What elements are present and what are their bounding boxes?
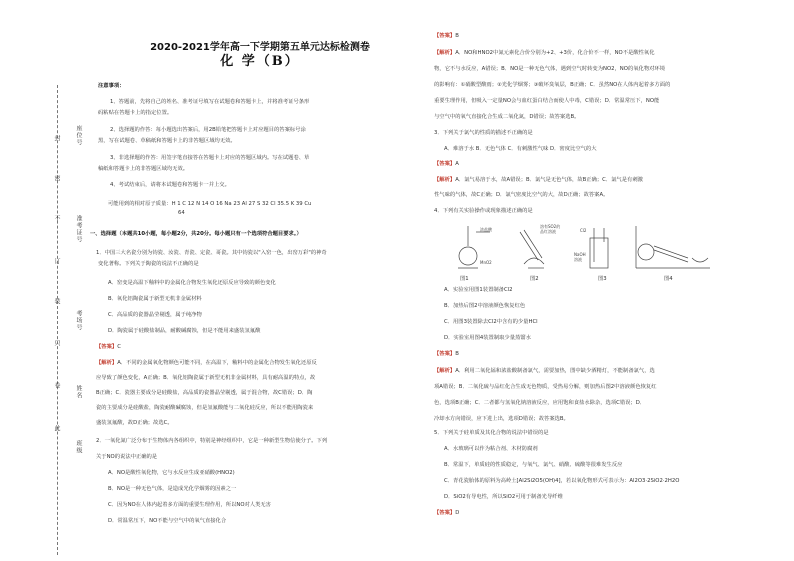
option: D．陶瓷属于硅酸盐制品，耐酸碱腐蚀，但是不能用来盛装氢氟酸 [108, 328, 261, 334]
notice-heading: 注意事项： [98, 83, 125, 89]
page-subtitle: 化 学（B） [220, 54, 300, 69]
option: C．因为NO在人体内起着多方面的重要生理作用，所以NO对人类无害 [108, 502, 271, 508]
seal-char: 订 [53, 258, 60, 265]
figure-caption: 图4 [664, 276, 673, 282]
explain-line [434, 50, 655, 56]
seal-char: 此 [53, 425, 60, 432]
field-label: 姓名 [75, 385, 82, 399]
binding-line [57, 85, 58, 555]
answer-tag: 【答案】 [434, 33, 456, 39]
explain-line: 冷却水方向错误，应下进上出，选项D错误；故答案选B。 [434, 416, 569, 422]
figure-caption: 图2 [530, 276, 539, 282]
field-label: 座位号 [75, 125, 82, 146]
seal-char: 密 [53, 175, 60, 182]
seal-char: 封 [53, 135, 60, 142]
option: C．高品质的瓷器晶莹剔透，属于纯净物 [108, 312, 202, 318]
answer-value: B [455, 351, 459, 357]
svg-text:溶液: 溶液 [574, 257, 582, 262]
seal-char: 不 [53, 215, 60, 222]
question-line: 关于NO的说法中正确的是 [96, 454, 158, 460]
notice-line: 4、考试结束后，请将本试题卷和答题卡一并上交。 [110, 182, 230, 188]
option: C．用图3装置除去Cl2中含有的少量HCl [444, 319, 538, 325]
answer-value: C [117, 344, 121, 350]
notice-line: 3、非选择题的作答：用签字笔直接答在答题卡上对应的答题区域内。写在试题卷、草 [110, 155, 310, 161]
atomic-masses-tail: 64 [178, 210, 185, 216]
seal-char: 卷 [53, 382, 60, 389]
seal-char: 装 [53, 298, 60, 305]
question-line: 2．一氧化氮广泛分布于生物体内各组织中，特别是神经组织中，它是一种新型生物信使分子。下列 [96, 438, 328, 444]
atomic-masses: 可能用到的相对原子质量：H 1 C 12 N 14 O 16 Na 23 Al 27 S 32 Cl 35.5 K 39 Cu [108, 201, 312, 207]
explain-line: 物，它不与水反应，A错误；B．NO是一种无色气体，遇到空气时转变为NO2，NO的氧化物对环境 [434, 66, 666, 72]
answer-line [434, 510, 459, 516]
explain-line [96, 360, 317, 366]
option: D．SiO2有导电性，所以SiO2可用于制备光导纤维 [444, 494, 563, 500]
figure-2-tube [520, 223, 560, 268]
answer-line [434, 33, 459, 39]
field-label: 准考证号 [75, 215, 82, 243]
explain-line: B正确；C．瓷器主要成分是硅酸盐，高品质的瓷器晶莹剔透，属于混合物，故C错误；D．陶 [96, 390, 313, 396]
explain-line: 与空气中的氧气直接化合生成二氧化氮，D错误；故答案选B。 [434, 114, 580, 120]
option: A．实验室用图1装置制备Cl2 [444, 287, 513, 293]
apparatus-figures [440, 222, 740, 274]
question-line: 1．中国三大名瓷分别为钧瓷、汝瓷、青瓷、定瓷、哥瓷。其中钧瓷以"入窑一色，出窑万彩"的神奇 [96, 250, 327, 256]
answer-tag: 【答案】 [434, 351, 456, 357]
explain-line: 重要生理作用，但吸入一定量NO会与血红蛋白结合而使人中毒，C错误；D．常温常压下，NO能 [434, 98, 660, 104]
notice-line: 稿纸和答题卡上的非答题区域均无效。 [98, 166, 189, 172]
option: B．加热后图2中溶液颜色恢复红色 [444, 303, 526, 309]
explain-line: 性气味的气体，故C正确；D．氯气密度比空气的大，故D正确；故答案A。 [434, 192, 609, 198]
explain-line [434, 177, 643, 183]
option: B．常温下，单质硅的性质稳定，与氧气、氯气、硝酸、硫酸等很难发生反应 [444, 462, 623, 468]
notice-line: 黑，写在试题卷、草稿纸和答题卡上的非答题区域均无效。 [98, 138, 236, 144]
option: C．青花瓷胎体的原料为高岭土[Al2Si2O5(OH)4]，若以氧化物形式可表示为：Al2O3·2SiO2·2H2O [444, 478, 680, 484]
option: A．NO是酸性氧化物，它与水反应生成亚硝酸(HNO2) [108, 470, 235, 476]
question-line: 5．下列关于硅单质及其化合物的说法中错误的是 [434, 430, 549, 436]
svg-text:浓盐酸: 浓盐酸 [480, 227, 492, 232]
option: B．氧化铝陶瓷属于新型无机非金属材料 [108, 296, 202, 302]
question-line: 变化著称。下列关于陶瓷的说法不正确的是 [98, 261, 199, 267]
answer-line [96, 344, 121, 350]
explain-tag: 【解析】 [434, 368, 456, 374]
answer-value: A [455, 161, 459, 167]
explain-line: 盛装氢氟酸，故D正确；故选C。 [96, 420, 173, 426]
explain-text: A．氯气易溶于水，故A错误；B．氯气是无色气体，故B正确；C．氯气是有刺激 [455, 177, 643, 183]
svg-text:NaOH: NaOH [574, 252, 586, 257]
answer-tag: 【答案】 [434, 161, 456, 167]
answer-line [434, 351, 459, 357]
figure-4-distillation [636, 226, 710, 268]
answer-tag: 【答案】 [434, 510, 456, 516]
explain-line: 项A错误；B．二氧化硫与品红化合生成无色物质，受热易分解，则加热后图2中溶液颜色恢复红 [434, 384, 657, 390]
explain-line [434, 368, 655, 374]
explain-text: A．利用二氧化锰和浓盐酸制备氯气，需要加热，图中缺少酒精灯，不能制备氯气，选 [455, 368, 655, 374]
notice-line: 1、答题前，先将自己的姓名、准考证号填写在试题卷和答题卡上，并将准考证号条形 [110, 99, 310, 105]
notice-line: 码粘贴在答题卡上的指定位置。 [98, 110, 173, 116]
field-label: 考场号 [75, 310, 82, 331]
figure-1-flask [458, 226, 492, 268]
answer-value: B [455, 33, 459, 39]
explain-text: A．不同的金属氧化物颜色可能不同，在高温下，釉料中的金属化合物发生氧化还原反 [117, 360, 317, 366]
field-label: 班级 [75, 440, 82, 454]
figure-3-washbottle [574, 228, 608, 268]
section-heading: 一、选择题（本题共10小题，每小题2分，共20分。每小题只有一个选项符合题目要求。） [90, 231, 302, 237]
explain-tag: 【解析】 [434, 177, 456, 183]
explain-line: 色，选项B正确；C．二者都与氢氧化钠溶液反应，应用饱和食盐水除杂，选项C错误；D． [434, 400, 646, 406]
question-line: 3．下列关于氯气的性质的描述不正确的是 [434, 130, 533, 136]
svg-text:MnO2: MnO2 [480, 260, 492, 265]
option: A．窑变是高温下釉料中的金属化合物发生氧化还原反应导致的颜色变化 [108, 280, 276, 286]
option: D．实验室用图4装置制取少量蒸馏水 [444, 335, 531, 341]
explain-tag: 【解析】 [434, 50, 456, 56]
option: A．难溶于水 B．无色气体 C．有刺激性气味 D．密度比空气的大 [444, 146, 597, 152]
svg-text:品红溶液: 品红溶液 [540, 229, 556, 234]
page-title: 2020-2021学年高一下学期第五单元达标检测卷 [150, 42, 370, 53]
figure-caption: 图3 [598, 276, 607, 282]
explain-tag: 【解析】 [96, 360, 118, 366]
explain-text: A．NO和HNO2中氮元素化合价分别为+2、+3价，化合价不一样，NO不是酸性氧化 [455, 50, 655, 56]
answer-tag: 【答案】 [96, 344, 118, 350]
figure-caption: 图1 [460, 276, 469, 282]
svg-text:溶有SO2的: 溶有SO2的 [540, 224, 561, 229]
seal-char: 只 [53, 340, 60, 347]
option: D．常温常压下，NO不能与空气中的氧气直接化合 [108, 518, 227, 524]
explain-line: 瓷的主要成分是硅酸盐，陶瓷耐酸碱腐蚀，但是氢氟酸能与二氧化硅反应，所以不能用陶瓷来 [96, 405, 314, 411]
option: B．NO是一种无色气体，是造成光化学烟雾的因素之一 [108, 486, 237, 492]
answer-value: D [455, 510, 460, 516]
answer-line [434, 161, 459, 167]
explain-line: 的影响有：①硝酸型酸雨；②光化学烟雾；③破坏臭氧层，B正确；C．虽然NO在人体内起着多方面的 [434, 82, 671, 88]
svg-text:Cl2: Cl2 [580, 228, 587, 233]
question-line: 4．下列有关实验操作或现象描述正确的是 [434, 208, 533, 214]
option: A．水玻璃可以作为粘合剂、木材防腐剂 [444, 446, 538, 452]
notice-line: 2、选择题的作答：每小题选出答案后，用2B铅笔把答题卡上对应题目的答案标号涂 [110, 127, 306, 133]
explain-line: 应导致了颜色变化，A正确；B．氧化铝陶瓷属于新型无机非金属材料，具有耐高温的特点，故 [96, 375, 316, 381]
